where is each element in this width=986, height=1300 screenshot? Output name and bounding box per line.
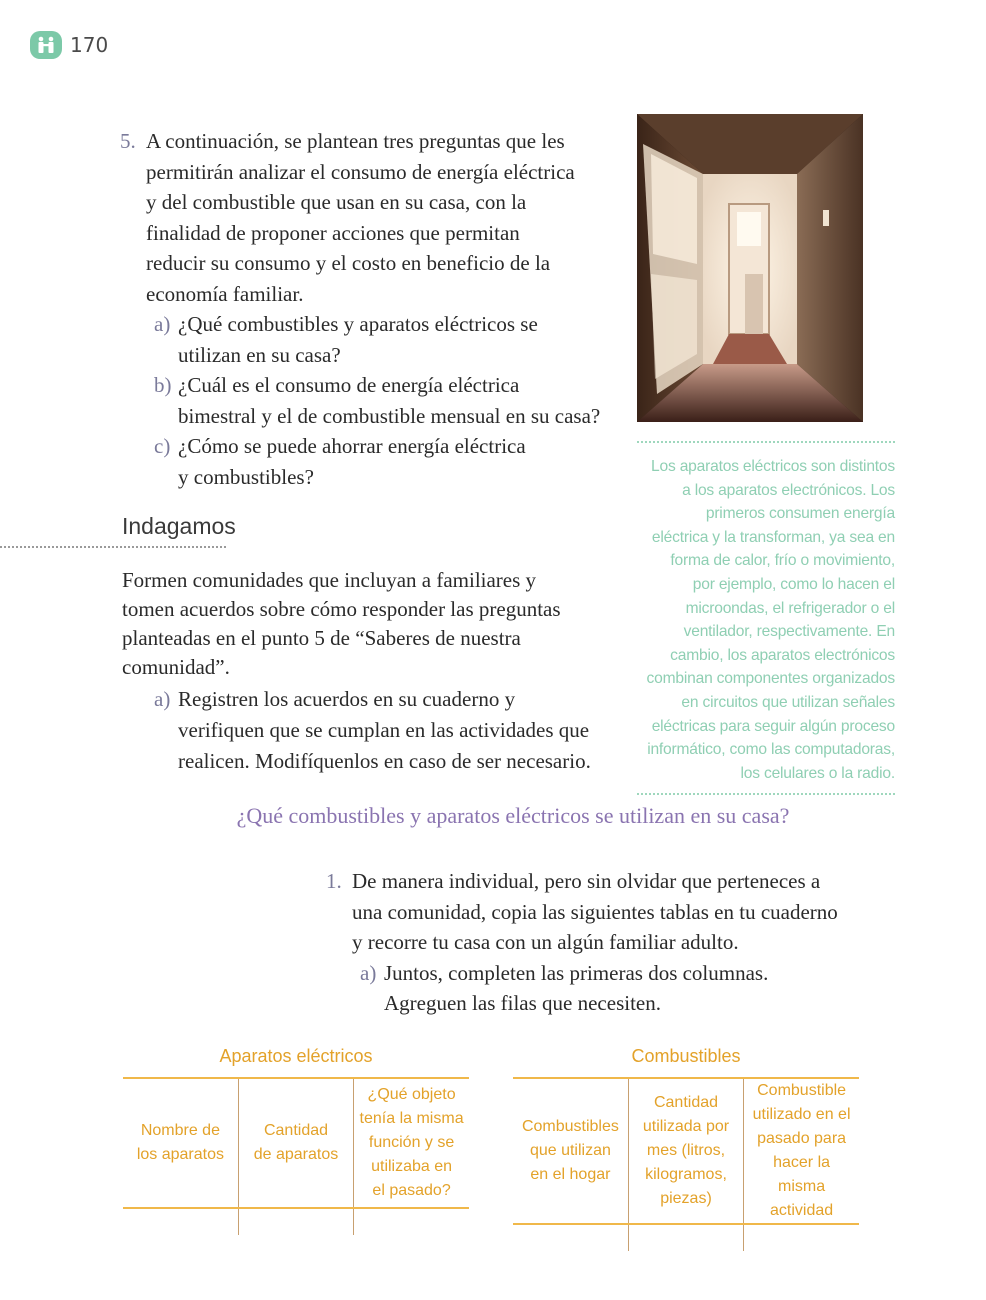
activity-line: una comunidad, copia las siguientes tablas en tu cuaderno: [352, 899, 838, 924]
question-line: finalidad de proponer acciones que permitan: [146, 220, 520, 245]
sub-letter: c): [154, 434, 171, 458]
table-header-row: [123, 1078, 469, 1208]
caption-line: microondas, el refrigerador o el: [685, 599, 895, 617]
photo-caption-box: [637, 441, 895, 795]
section-heading: Indagamos: [122, 513, 236, 539]
hallway-photo: [637, 114, 863, 422]
header-cell: Combustibles que utilizan en el hogar: [513, 1078, 628, 1224]
header-cell: Nombre de los aparatos: [123, 1078, 238, 1208]
sub-line: verifiquen que se cumplan en las actividades que: [178, 718, 590, 742]
fuels-table: [513, 1077, 859, 1251]
sub-letter: a): [154, 312, 171, 336]
sub-letter: a): [360, 960, 377, 985]
table-cell: [123, 1208, 238, 1235]
sub-line: realicen. Modifíquenlos en caso de ser necesario.: [178, 749, 591, 773]
sub-question-c: [154, 431, 610, 492]
caption-line: informático, como las computadoras,: [647, 741, 895, 759]
sub-line: ¿Cuál es el consumo de energía eléctrica: [178, 373, 520, 397]
caption-line: eléctricas para seguir algún proceso: [651, 717, 895, 735]
paragraph-line: Formen comunidades que incluyan a familiares y: [122, 568, 537, 592]
heading-divider: [0, 546, 226, 548]
caption-line: a los aparatos electrónicos. Los: [682, 481, 895, 499]
table-cell: [513, 1224, 628, 1251]
question-line: y del combustible que usan en su casa, con la: [146, 190, 527, 214]
table-cell: [238, 1208, 353, 1235]
sub-line: ¿Cómo se puede ahorrar energía eléctrica: [178, 434, 526, 458]
activity-line: De manera individual, pero sin olvidar que perteneces a: [352, 869, 821, 893]
caption-line: forma de calor, frío o movimiento,: [670, 552, 895, 570]
sub-line: bimestral y el de combustible mensual en su casa?: [178, 403, 601, 428]
community-badge-icon: [30, 31, 62, 59]
caption-line: ventilador, respectivamente. En: [683, 623, 895, 641]
sub-line: Registren los acuerdos en su cuaderno y: [178, 687, 516, 711]
section-question: ¿Qué combustibles y aparatos eléctricos se utilizan en su casa?: [236, 803, 790, 828]
appliances-table-title: Aparatos eléctricos: [219, 1046, 373, 1066]
question-line: reducir su consumo y el costo en beneficio de la: [146, 251, 551, 275]
photo-caption: [637, 455, 895, 785]
header-cell: Cantidad utilizada por mes (litros, kilogramos, piezas): [628, 1078, 743, 1224]
question-number: 5.: [120, 129, 136, 153]
question-line: permitirán analizar el consumo de energía eléctrica: [146, 159, 575, 184]
header-cell: Cantidad de aparatos: [238, 1078, 353, 1208]
caption-line: eléctrica y la transforman, ya sea en: [651, 528, 895, 546]
table-header-row: [513, 1078, 859, 1224]
header-cell: Combustible utilizado en el pasado para hacer la misma actividad: [744, 1078, 859, 1224]
sub-letter: a): [154, 687, 171, 711]
fuels-table-title: Combustibles: [631, 1046, 741, 1066]
table-row: [513, 1224, 859, 1251]
sub-line: Agreguen las filas que necesiten.: [384, 991, 661, 1015]
caption-line: en circuitos que utilizan señales: [681, 693, 895, 711]
sub-line: y combustibles?: [178, 464, 314, 489]
appliances-table: [123, 1077, 469, 1235]
sub-question-a: [154, 309, 610, 370]
question-line: economía familiar.: [146, 281, 304, 306]
sub-line: ¿Qué combustibles y aparatos eléctricos se: [178, 312, 538, 336]
caption-line: Los aparatos eléctricos son distintos: [651, 458, 895, 475]
caption-line: los celulares o la radio.: [740, 764, 895, 782]
question-5: [120, 126, 610, 492]
indagamos-text: [122, 566, 612, 777]
sub-line: Juntos, completen las primeras dos columnas.: [384, 960, 769, 985]
question-line: A continuación, se plantean tres preguntas que les: [146, 129, 565, 153]
sub-line: utilizan en su casa?: [178, 342, 341, 367]
activity-sub-a: [360, 958, 886, 1019]
table-row: [123, 1208, 469, 1235]
table-cell: [354, 1208, 469, 1235]
activity-number: 1.: [326, 869, 342, 893]
paragraph-line: tomen acuerdos sobre cómo responder las preguntas: [122, 597, 561, 621]
sub-letter: b): [154, 373, 172, 397]
table-cell: [628, 1224, 743, 1251]
paragraph-line: planteadas en el punto 5 de “Saberes de nuestra: [122, 626, 521, 650]
table-cell: [744, 1224, 859, 1251]
sub-question-b: [154, 370, 610, 431]
paragraph-line: comunidad”.: [122, 655, 230, 679]
activity-1: [326, 866, 886, 1019]
activity-line: y recorre tu casa con un algún familiar adulto.: [352, 930, 739, 954]
header-cell: ¿Qué objeto tenía la misma función y se utilizaba en el pasado?: [354, 1078, 469, 1208]
page-number: 170: [70, 33, 109, 57]
caption-line: primeros consumen energía: [705, 505, 895, 523]
caption-line: combinan componentes organizados: [646, 670, 895, 688]
caption-line: cambio, los aparatos electrónicos: [670, 646, 895, 664]
caption-line: por ejemplo, como lo hacen el: [692, 575, 895, 593]
indagamos-sub-a: [154, 684, 612, 777]
